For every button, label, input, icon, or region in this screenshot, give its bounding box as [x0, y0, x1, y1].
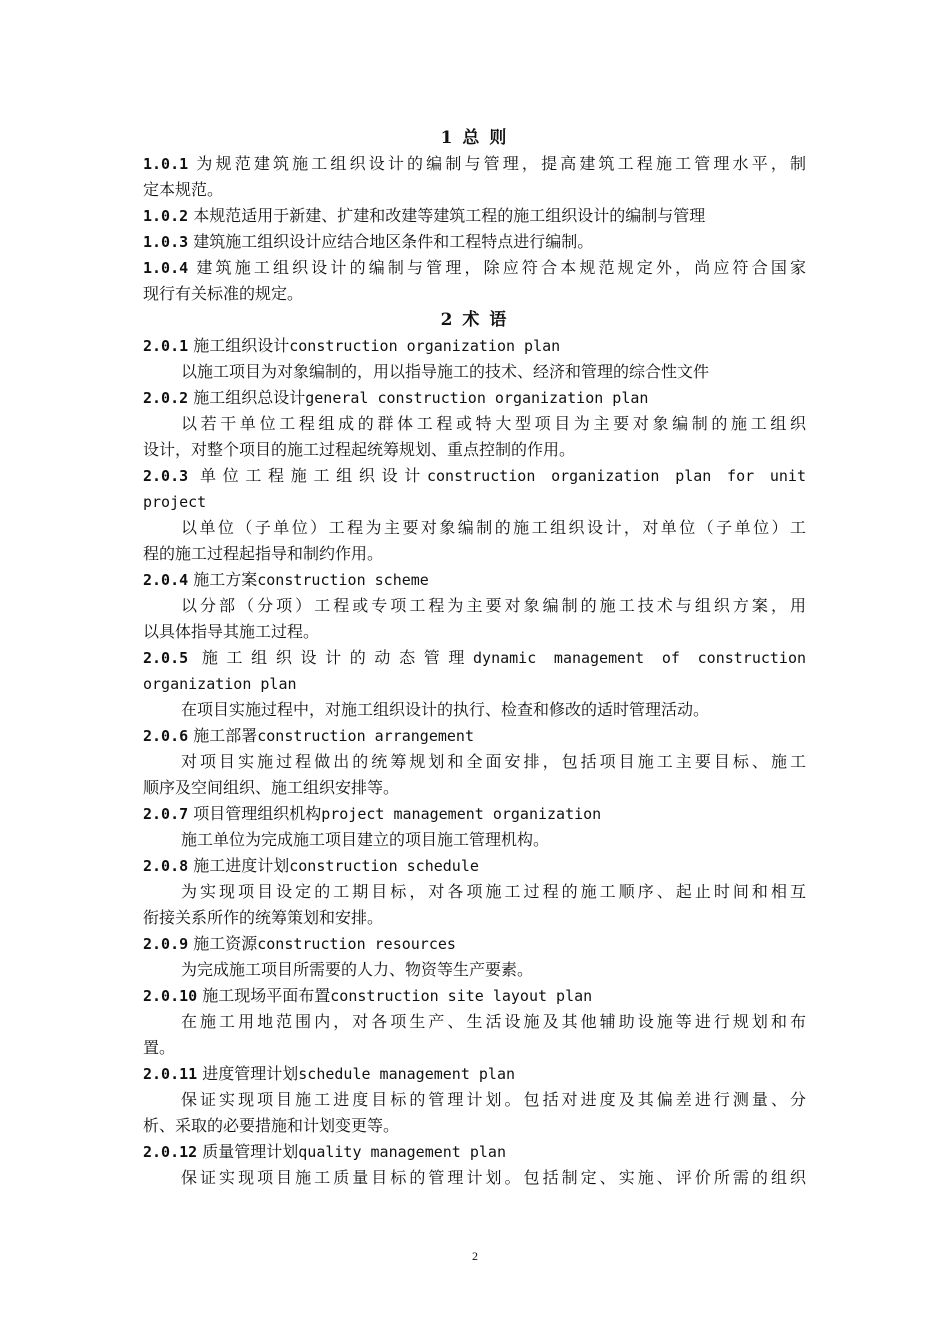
term-2-0-2 — [143, 385, 806, 411]
term-2-0-10-definition-cont: 置。 — [143, 1038, 176, 1057]
term-2-0-8 — [143, 853, 806, 879]
page-number: 2 — [472, 1249, 478, 1263]
term-2-0-2-definition-cont: 设计，对整个项目的施工过程起统筹规划、重点控制的作用。 — [143, 440, 576, 459]
clause-number: 1.0.2 — [143, 207, 189, 225]
term-2-0-9-definition: 为完成施工项目所需要的人力、物资等生产要素。 — [181, 960, 534, 979]
term-en: schedule management plan — [298, 1065, 516, 1083]
term-number: 2.0.9 — [143, 935, 189, 953]
clause-1-0-2 — [143, 203, 806, 229]
term-2-0-12-definition: 保证实现项目施工质量目标的管理计划。包括制定、实施、评价所需的组织 — [181, 1168, 806, 1187]
term-number: 2.0.4 — [143, 571, 189, 589]
term-2-0-10 — [143, 983, 806, 1009]
term-number: 2.0.8 — [143, 857, 189, 875]
term-2-0-4-definition: 以分部（分项）工程或专项工程为主要对象编制的施工技术与组织方案，用 — [181, 596, 806, 615]
section-1-title: 1 总 则 — [440, 128, 509, 148]
term-2-0-11-definition-cont: 析、采取的必要措施和计划变更等。 — [143, 1116, 400, 1135]
term-en: construction arrangement — [257, 727, 474, 745]
term-cn: 进度管理计划 — [197, 1064, 299, 1083]
term-2-0-6 — [143, 723, 806, 749]
term-2-0-2-definition: 以若干单位工程组成的群体工程或特大型项目为主要对象编制的施工组织 — [181, 414, 806, 433]
term-2-0-7 — [143, 801, 806, 827]
term-2-0-12 — [143, 1139, 806, 1165]
term-number: 2.0.2 — [143, 389, 189, 407]
term-2-0-3-definition-cont: 程的施工过程起指导和制约作用。 — [143, 544, 384, 563]
term-cn: 施工组织设计的动态管理 — [188, 648, 474, 667]
term-2-0-8-definition-cont: 衔接关系所作的统筹策划和安排。 — [143, 908, 384, 927]
term-2-0-3-definition: 以单位（子单位）工程为主要对象编制的施工组织设计，对单位（子单位）工 — [181, 518, 806, 537]
clause-1-0-4-cont: 现行有关标准的规定。 — [143, 284, 304, 303]
term-2-0-1-definition: 以施工项目为对象编制的，用以指导施工的技术、经济和管理的综合性文件 — [181, 362, 710, 381]
term-number: 2.0.12 — [143, 1143, 198, 1161]
term-en: construction schedule — [289, 857, 479, 875]
term-2-0-3 — [143, 463, 806, 489]
clause-1-0-3 — [143, 229, 806, 255]
clause-1-0-1-cont: 定本规范。 — [143, 180, 224, 199]
term-en: construction organization plan — [289, 337, 561, 355]
term-cn: 单位工程施工组织设计 — [188, 466, 427, 485]
term-cn: 施工资源 — [188, 934, 258, 953]
term-2-0-5-en-cont: organization plan — [143, 675, 297, 693]
clause-text: 建筑施工组织设计应结合地区条件和工程特点进行编制。 — [188, 232, 594, 251]
term-2-0-5-definition: 在项目实施过程中，对施工组织设计的执行、检查和修改的适时管理活动。 — [181, 700, 710, 719]
term-2-0-11 — [143, 1061, 806, 1087]
term-cn: 施工现场平面布置 — [197, 986, 331, 1005]
term-2-0-5 — [143, 645, 806, 671]
term-number: 2.0.3 — [143, 467, 189, 485]
clause-1-0-4 — [143, 255, 806, 281]
term-2-0-10-definition: 在施工用地范围内，对各项生产、生活设施及其他辅助设施等进行规划和布 — [181, 1012, 806, 1031]
term-en: construction site layout plan — [330, 987, 593, 1005]
clause-1-0-1 — [143, 151, 806, 177]
term-2-0-3-en-cont: project — [143, 493, 207, 511]
term-2-0-4-definition-cont: 以具体指导其施工过程。 — [143, 622, 320, 641]
term-number: 2.0.7 — [143, 805, 189, 823]
clause-number: 1.0.1 — [143, 155, 189, 173]
term-en: project management organization — [321, 805, 602, 823]
term-number: 2.0.11 — [143, 1065, 198, 1083]
term-en: construction resources — [257, 935, 456, 953]
term-2-0-7-definition: 施工单位为完成施工项目建立的项目施工管理机构。 — [181, 830, 550, 849]
clause-number: 1.0.4 — [143, 259, 189, 277]
term-2-0-1 — [143, 333, 806, 359]
term-en: general construction organization plan — [305, 389, 649, 407]
term-en: quality management plan — [298, 1143, 506, 1161]
term-cn: 施工方案 — [188, 570, 258, 589]
term-number: 2.0.5 — [143, 649, 189, 667]
term-2-0-6-definition: 对项目实施过程做出的统筹规划和全面安排，包括项目施工主要目标、施工 — [181, 752, 806, 771]
term-number: 2.0.1 — [143, 337, 189, 355]
term-en: construction scheme — [257, 571, 429, 589]
clause-text: 本规范适用于新建、扩建和改建等建筑工程的施工组织设计的编制与管理 — [188, 206, 706, 225]
term-2-0-11-definition: 保证实现项目施工进度目标的管理计划。包括对进度及其偏差进行测量、分 — [181, 1090, 806, 1109]
page-content — [143, 125, 806, 1191]
clause-number: 1.0.3 — [143, 233, 189, 251]
term-cn: 施工部署 — [188, 726, 258, 745]
section-2-title: 2 术 语 — [440, 310, 509, 330]
term-number: 2.0.6 — [143, 727, 189, 745]
term-cn: 施工组织设计 — [188, 336, 290, 355]
term-cn: 质量管理计划 — [197, 1142, 299, 1161]
term-cn: 施工进度计划 — [188, 856, 290, 875]
term-2-0-9 — [143, 931, 806, 957]
term-en: construction organization plan for unit — [426, 467, 806, 485]
term-cn: 项目管理组织机构 — [188, 804, 322, 823]
term-cn: 施工组织总设计 — [188, 388, 306, 407]
term-number: 2.0.10 — [143, 987, 198, 1005]
clause-text: 为规范建筑施工组织设计的编制与管理，提高建筑工程施工管理水平，制 — [188, 154, 806, 173]
term-2-0-4 — [143, 567, 806, 593]
clause-text: 建筑施工组织设计的编制与管理，除应符合本规范规定外，尚应符合国家 — [188, 258, 806, 277]
term-en: dynamic management of construction — [473, 649, 806, 667]
term-2-0-8-definition: 为实现项目设定的工期目标，对各项施工过程的施工顺序、起止时间和相互 — [181, 882, 806, 901]
term-2-0-6-definition-cont: 顺序及空间组织、施工组织安排等。 — [143, 778, 400, 797]
